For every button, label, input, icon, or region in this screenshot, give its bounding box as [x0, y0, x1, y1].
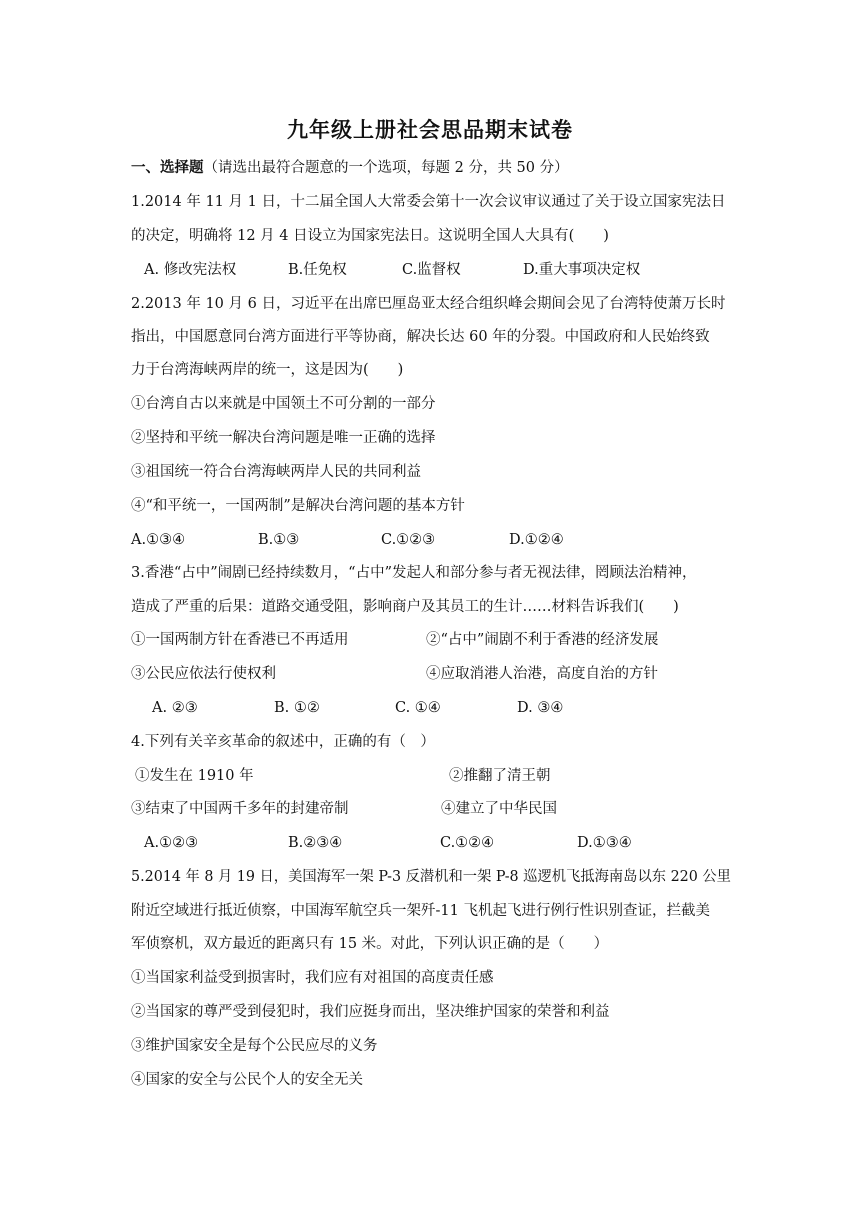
q1-option-a: A. 修改宪法权 [144, 262, 237, 278]
q4-option-d: D.①③④ [577, 835, 632, 851]
q3-option-c: C. ①④ [395, 700, 441, 716]
q2-stem-line-2: 指出，中国愿意同台湾方面进行平等协商，解决长达 60 年的分裂。中国政府和人民始终致 [131, 329, 710, 345]
q4-option-c: C.①②④ [440, 835, 495, 851]
exam-title: 九年级上册社会思品期末试卷 [287, 118, 573, 142]
q2-stem-line-1: 2.2013 年 10 月 6 日，习近平在出席巴厘岛亚太经合组织峰会期间会见了台湾特使萧万长时 [131, 296, 726, 312]
q4-option-b: B.②③④ [288, 835, 343, 851]
section-heading [131, 158, 569, 178]
q5-statement-3: ③维护国家安全是每个公民应尽的义务 [131, 1038, 378, 1054]
q2-option-c: C.①②③ [381, 532, 436, 548]
q2-statement-3: ③祖国统一符合台湾海峡两岸人民的共同利益 [131, 464, 421, 480]
q2-statement-1: ①台湾自古以来就是中国领土不可分割的一部分 [131, 396, 436, 412]
q1-option-d: D.重大事项决定权 [523, 262, 641, 278]
q2-statement-2: ②坚持和平统一解决台湾问题是唯一正确的选择 [131, 430, 436, 446]
q4-statement-2: ②推翻了清王朝 [449, 768, 551, 784]
q5-statement-2: ②当国家的尊严受到侵犯时，我们应挺身而出，坚决维护国家的荣誉和利益 [131, 1004, 610, 1020]
q5-stem-line-2: 附近空域进行抵近侦察，中国海军航空兵一架歼-11 飞机起飞进行例行性识别查证，拦截美 [131, 903, 710, 919]
q4-statement-1: ①发生在 1910 年 [135, 768, 254, 784]
q3-statement-1: ①一国两制方针在香港已不再适用 [131, 632, 349, 648]
section-note: （请选出最符合题意的一个选项，每题 2 分，共 50 分） [203, 160, 569, 176]
q1-option-b: B.任免权 [288, 262, 347, 278]
q3-option-a: A. ②③ [152, 700, 198, 716]
q3-statement-4: ④应取消港人治港，高度自治的方针 [426, 666, 658, 682]
q4-statement-3: ③结束了中国两千多年的封建帝制 [131, 801, 349, 817]
q5-stem-line-1: 5.2014 年 8 月 19 日，美国海军一架 P-3 反潜机和一架 P-8 巡逻机飞抵海南岛以东 220 公里 [131, 869, 731, 885]
q1-stem-line-1: 1.2014 年 11 月 1 日，十二届全国人大常委会第十一次会议审议通过了关于设立国家宪法日 [131, 194, 726, 210]
q1-option-c: C.监督权 [402, 262, 461, 278]
q3-option-d: D. ③④ [517, 700, 564, 716]
q2-option-b: B.①③ [258, 532, 300, 548]
q2-stem-line-3: 力于台湾海峡两岸的统一，这是因为( ) [131, 362, 404, 378]
q5-statement-1: ①当国家利益受到损害时，我们应有对祖国的高度责任感 [131, 970, 494, 986]
q4-stem-line-1: 4.下列有关辛亥革命的叙述中，正确的有（ ） [131, 734, 435, 750]
q3-option-b: B. ①② [274, 700, 320, 716]
section-label: 一、选择题 [131, 160, 204, 176]
q3-stem-line-1: 3.香港“占中”闹剧已经持续数月，“占中”发起人和部分参与者无视法律，罔顾法治精神， [131, 565, 697, 581]
q2-option-d: D.①②④ [509, 532, 564, 548]
q5-stem-line-3: 军侦察机，双方最近的距离只有 15 米。对此，下列认识正确的是（ ） [131, 936, 609, 952]
q4-statement-4: ④建立了中华民国 [441, 801, 557, 817]
q4-option-a: A.①②③ [144, 835, 199, 851]
q3-statement-2: ②“占中”闹剧不利于香港的经济发展 [426, 632, 659, 648]
q3-stem-line-2: 造成了严重的后果：道路交通受阻，影响商户及其员工的生计……材料告诉我们( ) [131, 599, 679, 615]
q3-statement-3: ③公民应依法行使权利 [131, 666, 276, 682]
q1-stem-line-2: 的决定，明确将 12 月 4 日设立为国家宪法日。这说明全国人大具有( ) [131, 228, 609, 244]
q2-statement-4: ④“和平统一，一国两制”是解决台湾问题的基本方针 [131, 498, 465, 514]
q5-statement-4: ④国家的安全与公民个人的安全无关 [131, 1072, 363, 1088]
q2-option-a: A.①③④ [131, 532, 186, 548]
